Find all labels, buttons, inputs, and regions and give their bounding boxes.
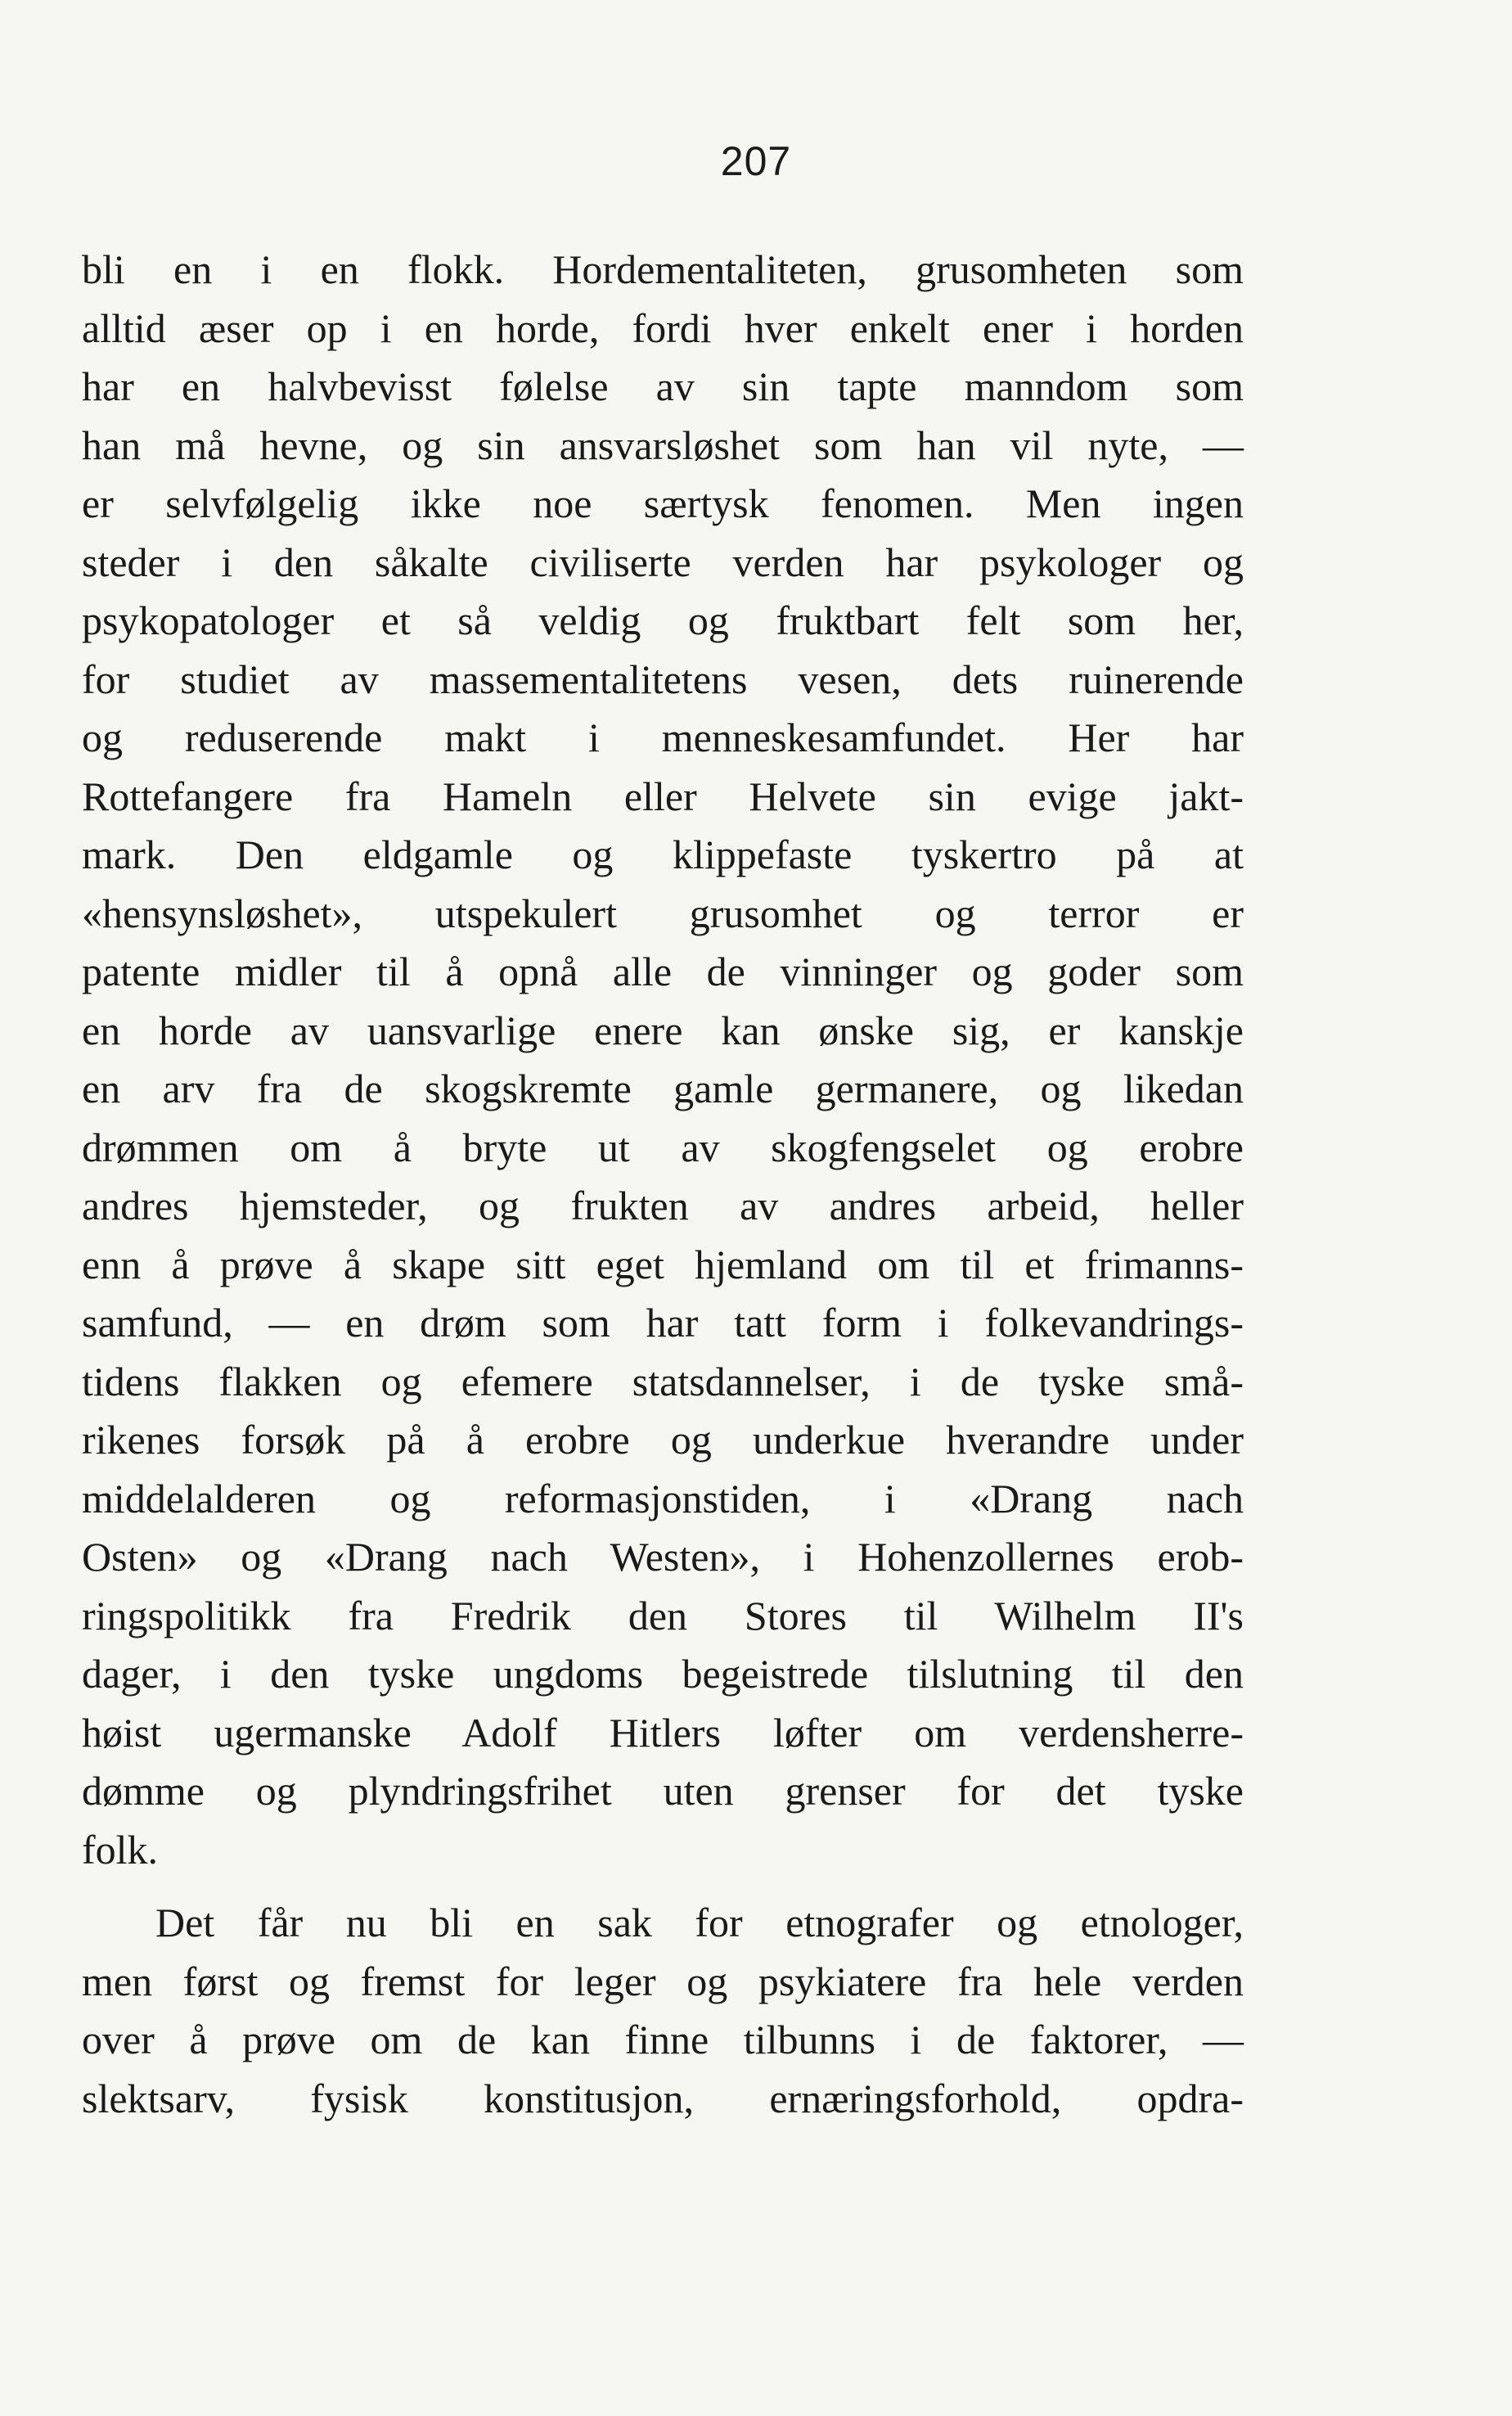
text-line: mark. Den eldgamle og klippefaste tyskertro på at: [82, 832, 1244, 877]
text-line: «hensynsløshet», utspekulert grusomhet og terror er: [82, 890, 1244, 936]
text-line: over å prøve om de kan finne tilbunns i de faktorer, —: [82, 2017, 1244, 2062]
text-line: en horde av uansvarlige enere kan ønske sig, er kanskje: [82, 1007, 1244, 1053]
text-line: og reduserende makt i menneskesamfundet. Her har: [82, 714, 1244, 760]
text-line: en arv fra de skogskremte gamle germanere, og likedan: [82, 1066, 1244, 1111]
text-line: Det får nu bli en sak for etnografer og etnologer,: [155, 1900, 1244, 1945]
text-line: ringspolitikk fra Fredrik den Stores til Wilhelm II's: [82, 1592, 1244, 1638]
text-line: Osten» og «Drang nach Westen», i Hohenzollernes erob-: [82, 1534, 1244, 1580]
text-line: bli en i en flokk. Hordementaliteten, grusomheten som: [82, 246, 1244, 292]
text-line: drømmen om å bryte ut av skogfengselet og erobre: [82, 1124, 1244, 1170]
text-line: alltid æser op i en horde, fordi hver enkelt ener i horden: [82, 304, 1244, 351]
text-line: folk.: [82, 1826, 159, 1873]
text-line: har en halvbevisst følelse av sin tapte manndom som: [82, 363, 1244, 409]
text-line: han må hevne, og sin ansvarsløshet som han vil nyte, —: [82, 421, 1244, 468]
text-line: samfund, — en drøm som har tatt form i folkevandrings-: [82, 1300, 1244, 1345]
body-text: [82, 241, 1244, 2128]
text-line: andres hjemsteder, og frukten av andres arbeid, heller: [82, 1183, 1244, 1228]
text-line: høist ugermanske Adolf Hitlers løfter om verdensherre-: [82, 1709, 1244, 1756]
text-line: rikenes forsøk på å erobre og underkue hverandre under: [82, 1417, 1244, 1463]
paragraph-gap: [82, 1879, 1244, 1894]
text-line: men først og fremst for leger og psykiatere fra hele verden: [82, 1958, 1244, 2004]
text-line: dømme og plyndringsfrihet uten grenser for det tyske: [82, 1768, 1244, 1814]
text-line: tidens flakken og efemere statsdannelser, i de tyske små-: [82, 1358, 1244, 1404]
text-line: slektsarv, fysisk konstitusjon, ernæringsforhold, opdra-: [82, 2075, 1244, 2121]
page-number: 207: [720, 138, 792, 184]
paragraph-1: [82, 241, 1244, 1879]
text-line: steder i den såkalte civiliserte verden har psykologer og: [82, 539, 1244, 585]
text-line: enn å prøve å skape sitt eget hjemland om til et frimanns-: [82, 1241, 1244, 1287]
text-line: for studiet av massementalitetens vesen, dets ruinerende: [82, 656, 1244, 702]
text-line: er selvfølgelig ikke noe særtysk fenomen. Men ingen: [82, 480, 1244, 526]
paragraph-2: [82, 1894, 1244, 2128]
text-line: patente midler til å opnå alle de vinninger og goder som: [82, 949, 1244, 994]
text-line: middelalderen og reformasjonstiden, i «Drang nach: [82, 1475, 1244, 1521]
text-line: dager, i den tyske ungdoms begeistrede tilslutning til den: [82, 1651, 1244, 1697]
text-line: Rottefangere fra Hameln eller Helvete sin evige jakt-: [82, 773, 1244, 819]
text-line: psykopatologer et så veldig og fruktbart felt som her,: [82, 597, 1244, 643]
